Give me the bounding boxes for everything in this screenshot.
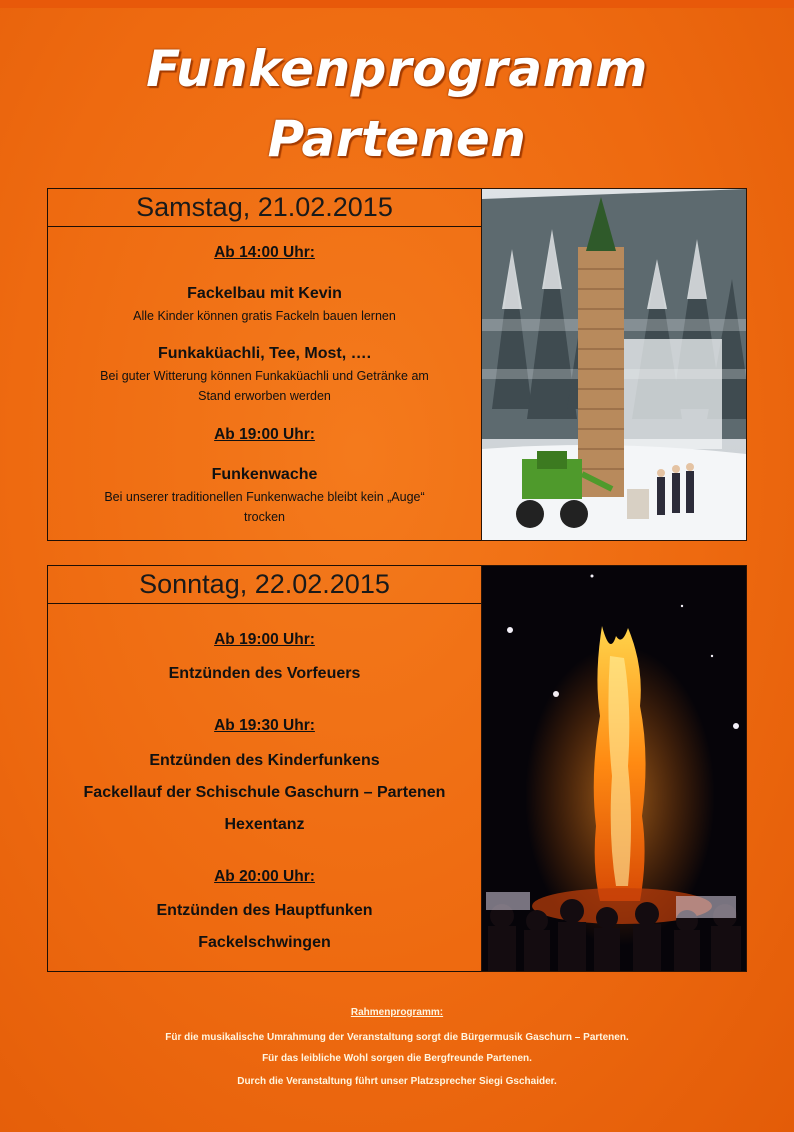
- snow-scene-image: [482, 189, 746, 540]
- sunday-time-1: Ab 19:00 Uhr:: [214, 631, 315, 648]
- burning-funken-night-photo: [481, 565, 747, 972]
- footer-line-3: Durch die Veranstaltung führt unser Platzsprecher Siegi Gschaider.: [237, 1076, 557, 1087]
- top-bar: [0, 0, 794, 8]
- title-line-2: Partenen: [267, 110, 527, 168]
- sunday-heading: Sonntag, 22.02.2015: [48, 566, 481, 604]
- sunday-time-3: Ab 20:00 Uhr:: [214, 868, 315, 885]
- footer-line-1: Für die musikalische Umrahmung der Veranstaltung sorgt die Bürgermusik Gaschurn – Partenen.: [165, 1032, 629, 1043]
- sunday-time-2: Ab 19:30 Uhr:: [214, 717, 315, 734]
- saturday-desc-3b: trocken: [244, 510, 285, 524]
- saturday-time-2: Ab 19:00 Uhr:: [214, 426, 315, 443]
- saturday-activity-3: Funkenwache: [211, 466, 318, 483]
- sunday-activity-5: Entzünden des Hauptfunken: [156, 902, 373, 919]
- sunday-activity-3: Fackellauf der Schischule Gaschurn – Partenen: [83, 784, 446, 801]
- fire-scene-image: [482, 566, 746, 971]
- wood-tower-snow-photo: [481, 188, 747, 541]
- saturday-heading: Samstag, 21.02.2015: [48, 189, 481, 227]
- saturday-desc-2a: Bei guter Witterung können Funkaküachli und Getränke am: [100, 369, 429, 383]
- saturday-activity-2: Funkaküachli, Tee, Most, ….: [157, 345, 372, 362]
- footer-heading: Rahmenprogramm:: [350, 1007, 444, 1018]
- saturday-time-1: Ab 14:00 Uhr:: [214, 244, 315, 261]
- saturday-activity-1: Fackelbau mit Kevin: [187, 285, 342, 302]
- sunday-box: [47, 565, 482, 972]
- title-line-1: Funkenprogramm: [146, 40, 648, 98]
- sunday-activity-2: Entzünden des Kinderfunkens: [149, 752, 380, 769]
- saturday-desc-3a: Bei unserer traditionellen Funkenwache bleibt kein „Auge“: [104, 490, 425, 504]
- saturday-desc-1: Alle Kinder können gratis Fackeln bauen lernen: [133, 309, 396, 323]
- saturday-desc-2b: Stand erworben werden: [198, 389, 331, 403]
- sunday-activity-4: Hexentanz: [224, 816, 305, 833]
- sunday-activity-1: Entzünden des Vorfeuers: [168, 665, 361, 682]
- footer-line-2: Für das leibliche Wohl sorgen die Bergfreunde Partenen.: [262, 1053, 532, 1064]
- sunday-activity-6: Fackelschwingen: [198, 934, 331, 951]
- saturday-box: [47, 188, 482, 541]
